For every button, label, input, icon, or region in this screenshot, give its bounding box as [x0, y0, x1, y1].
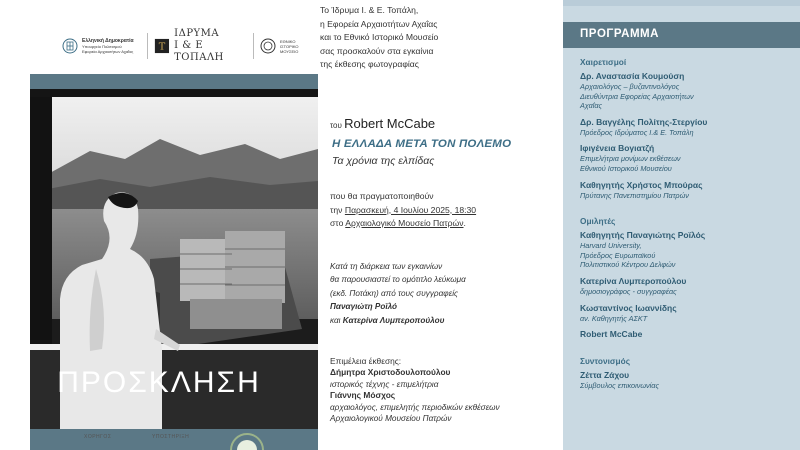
museum-logo-line1: ΕΘΝΙΚΟ — [280, 38, 296, 44]
national-history-museum-logo — [260, 38, 318, 54]
ministry-logo-line1: Ελληνική Δημοκρατία — [82, 38, 134, 44]
person-role: Πρύτανης Πανεπιστημίου Πατρών — [580, 190, 689, 200]
program-person — [580, 143, 795, 173]
invitation-text — [318, 0, 563, 450]
book-author: Παναγιώτη Ροϊλό — [330, 302, 398, 312]
curator-role: Αρχαιολογικού Μουσείου Πατρών — [330, 414, 452, 424]
person-name: Κατερίνα Λυμπεροπούλου — [580, 275, 687, 286]
person-role: Πολιτιστικού Κέντρου Δελφών — [580, 260, 676, 270]
svg-text:T: T — [158, 41, 166, 53]
person-role: Εθνικού Ιστορικού Μουσείου — [580, 163, 672, 173]
event-date-prefix: την — [330, 204, 345, 215]
program-person — [580, 71, 795, 111]
book-presentation — [330, 260, 466, 327]
museum-logo-line3: ΜΟΥΣΕΙΟ — [280, 48, 299, 54]
foundation-name-line1: ΙΔΡΥΜΑ — [174, 28, 220, 39]
intro-paragraph — [320, 4, 438, 72]
program-section-heading: Χαιρετισμοί — [580, 57, 627, 67]
person-role: Πρόεδρος Ιδρύματος Ι.& Ε. Τοπάλη — [580, 127, 694, 137]
person-name: Καθηγητής Παναγιώτης Ροϊλός — [580, 230, 706, 241]
logo-divider — [147, 33, 148, 59]
person-role: αν. Καθηγητής ΑΣΚΤ — [580, 313, 648, 323]
person-name: Δρ. Βαγγέλης Πολίτης-Στεργίου — [580, 116, 708, 127]
program-title: ΠΡΟΓΡΑΜΜΑ — [563, 22, 800, 48]
event-venue-suffix: . — [463, 218, 466, 229]
program-sidebar — [563, 0, 800, 450]
ministry-logo — [62, 38, 141, 54]
person-role: δημοσιογράφος - συγγραφέας — [580, 286, 677, 296]
topali-foundation-logo — [154, 28, 247, 64]
museum-seal-icon — [260, 38, 276, 54]
ministry-logo-line3: Εφορεία Αρχαιοτήτων Αχαΐας — [82, 49, 134, 54]
intro-line: και το Εθνικό Ιστορικό Μουσείο — [320, 32, 439, 43]
curation-label: Επιμέλεια έκθεσης: — [330, 356, 402, 366]
logo-divider — [253, 33, 254, 59]
curator-role: αρχαιολόγος, επιμελητής περιοδικών εκθέσεων — [330, 402, 500, 412]
book-line: Κατά τη διάρκεια των εγκαινίων — [330, 262, 443, 271]
event-venue-prefix: στο — [330, 218, 346, 229]
curator-name: Δήμητρα Χριστοδουλοπούλου — [330, 367, 451, 378]
person-role: Σύμβουλος επικοινωνίας — [580, 381, 660, 391]
person-name: Κωσταντίνος Ιωαννίδης — [580, 302, 677, 313]
program-person — [580, 117, 795, 138]
sponsor-label: ΧΟΡΗΓΟΣ — [84, 434, 112, 440]
intro-line: σας προσκαλούν στα εγκαίνια — [320, 45, 434, 56]
person-name: Ιφιγένεια Βογιατζή — [580, 143, 655, 154]
curation-credits — [330, 356, 500, 424]
event-venue: Αρχαιολογικό Μουσείο Πατρών — [345, 218, 464, 229]
program-person — [580, 276, 795, 297]
ministry-logo-line2: Υπουργείο Πολιτισμού — [82, 44, 122, 49]
book-conjunction: και — [330, 315, 343, 325]
program-person — [580, 370, 795, 391]
intro-line: Το Ίδρυμα Ι. & Ε. Τοπάλη, — [320, 5, 419, 15]
person-role: Πρόεδρος Ευρωπαϊκού — [580, 250, 656, 260]
person-role: Αρχαιολόγος – βυζαντινολόγος — [580, 82, 680, 91]
program-section-heading: Συντονισμός — [580, 356, 631, 367]
logo-row — [62, 28, 318, 64]
book-line: (εκδ. Ποτάκη) από τους συγγραφείς — [330, 288, 459, 298]
program-person — [580, 329, 795, 340]
greek-emblem-icon — [62, 38, 78, 54]
sponsor-seal-icon — [230, 428, 264, 450]
book-line: θα παρουσιαστεί το ομότιτλο λεύκωμα — [330, 275, 466, 285]
curator-role: ιστορικός τέχνης - επιμελήτρια — [330, 379, 439, 389]
program-list — [580, 57, 795, 397]
topali-emblem-icon — [154, 37, 170, 55]
person-role: Harvard University, — [580, 241, 642, 251]
event-details — [330, 190, 476, 231]
person-role: Επιμελήτρια μονίμων εκθέσεων — [580, 154, 681, 164]
invitation-cover — [0, 0, 318, 450]
intro-line: της έκθεσης φωτογραφίας — [320, 59, 419, 70]
intro-line: η Εφορεία Αρχαιοτήτων Αχαΐας — [320, 18, 438, 29]
event-intro-line: που θα πραγματοποιηθούν — [330, 191, 434, 201]
program-section-heading: Ομιλητές — [580, 216, 616, 227]
person-name: Καθηγητής Χρήστος Μπούρας — [580, 179, 703, 190]
program-person — [580, 303, 795, 324]
museum-logo-line2: ΙΣΤΟΡΙΚΟ — [280, 43, 299, 49]
event-date: Παρασκευή, 4 Ιουλίου 2025, 18:30 — [344, 204, 477, 215]
foundation-name-line2: Ι & Ε ΤΟΠΑΛΗ — [174, 40, 224, 63]
program-person — [580, 230, 795, 270]
support-label: ΥΠΟΣΤΗΡΙΞΗ — [152, 434, 190, 440]
section-spacer — [580, 206, 795, 216]
person-role: Διευθύντρια Εφορείας Αρχαιοτήτων — [580, 91, 694, 101]
person-name: Ζέττα Ζάχου — [580, 370, 630, 381]
person-role: Αχαΐας — [580, 101, 603, 111]
program-person — [580, 180, 795, 201]
section-spacer — [580, 346, 795, 356]
sidebar-top-band — [563, 0, 800, 6]
author-prefix: του — [330, 121, 342, 130]
person-name: Δρ. Αναστασία Κουμούση — [580, 71, 685, 81]
exhibition-title: Η ΕΛΛΑΔΑ ΜΕΤΑ ΤΟΝ ΠΟΛΕΜΟ — [332, 138, 512, 150]
person-name: Robert McCabe — [580, 329, 643, 340]
curator-name: Γιάννης Μόσχος — [330, 390, 396, 401]
invitation-heading: ΠΡΟΣΚΛΗΣΗ — [57, 366, 261, 399]
exhibition-subtitle: Τα χρόνια της ελπίδας — [332, 155, 435, 167]
book-author: Κατερίνα Λυμπεροπούλου — [342, 315, 445, 325]
author-name: Robert McCabe — [344, 116, 436, 131]
photographer-credit — [330, 116, 435, 131]
